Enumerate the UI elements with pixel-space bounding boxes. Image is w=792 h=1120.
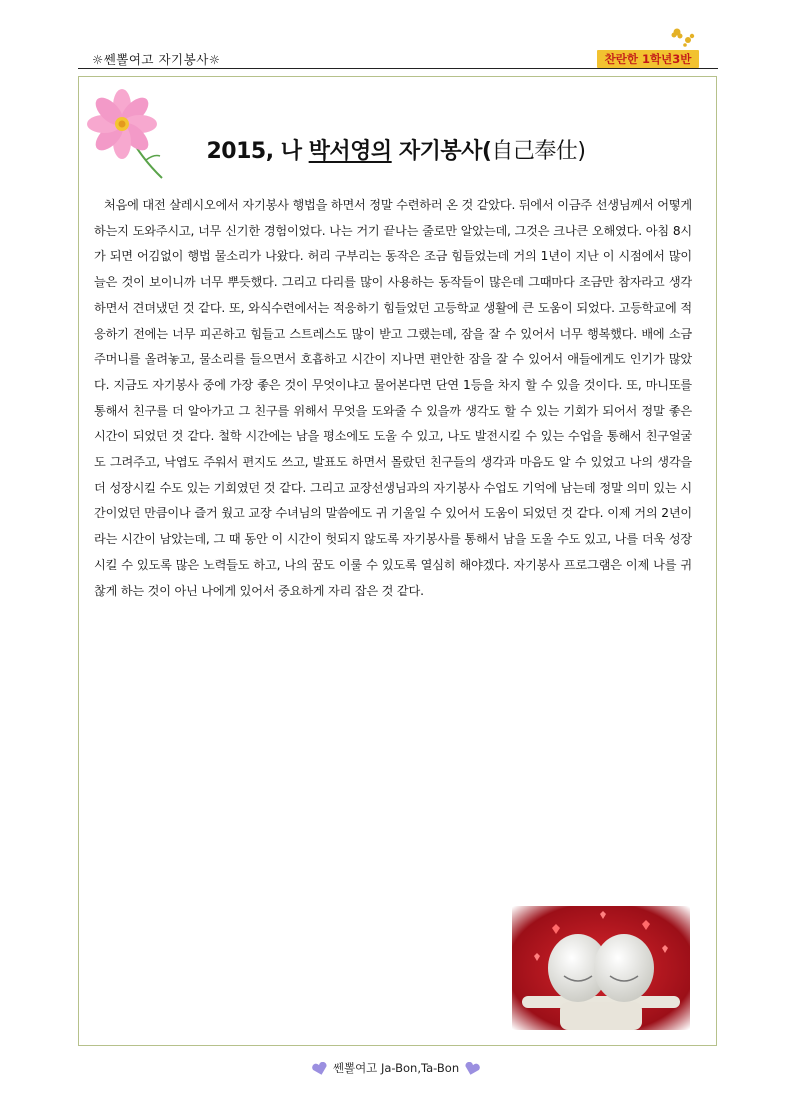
footer-text: 쎈뽈여고 Ja-Bon,Ta-Bon — [332, 1061, 460, 1075]
heart-icon — [311, 1062, 329, 1076]
title-hanja: 自己奉仕 — [491, 139, 578, 164]
essay-paragraph: 처음에 대전 살레시오에서 자기봉사 행법을 하면서 정말 수련하러 온 것 같았다. 뒤에서 이금주 선생님께서 어떻게 하는지 도와주시고, 너무 신기한 경험이었다. 나는 거기 끝나는 줄로만 알았는데, 그것은 크나큰 오해였다. 아침 8시가 되면 어김없이 행법 물소리가 나왔다. 허리 구부리는 동작은 조금 힘들었는데 거의 1년이 지난 이 시점에서 많이 늘은 것이 보이니까 너무 뿌듯했다. 그리고 다리를 많이 사용하는 동작들이 많은데 그때마다 조금만 참자라고 생각하면서 견뎌냈던 것 같다. 또, 와식수련에서는 적응하기 힘들었던 고등학교 생활에 큰 도움이 되었다. 고등학교에 적응하기 전에는 너무 피곤하고 힘들고 스트레스도 많이 받고 그랬는데, 잠을 잘 수 있어서 너무 행복했다. 배에 소금 주머니를 올려놓고, 물소리를 들으면서 호흡하고 시간이 지나면 편안한 잠을 잘 수 있어서 애들에게도 인기가 많았다. 지금도 자기봉사 중에 가장 좋은 것이 무엇이냐고 물어본다면 단연 1등을 차지 할 수 있을 것이다. 또, 마니또를 통해서 친구를 더 알아가고 그 친구를 위해서 무엇을 도와줄 수 있을까 생각도 할 수 있는 기회가 되어서 정말 좋은 시간이 되었던 것 같다. 철학 시간에는 남을 평소에도 도울 수 있고, 나도 발전시킬 수 있는 수업을 통해서 친구얼굴도 그려주고, 낙엽도 주워서 편지도 쓰고, 발표도 하면서 몰랐던 친구들의 생각과 마음도 알 수 있었고 나의 생각을 더 성장시킬 수도 있는 기회였던 것 같다. 그리고 교장선생님과의 자기봉사 수업도 기억에 남는데 정말 의미 있는 시간이었던 만큼이나 즐거 웠고 교장 수녀님의 말씀에도 귀 기울일 수 있어서 도움이 되었던 것 같다. 이제 거의 2년이라는 시간이 남았는데, 그 때 동안 이 시간이 헛되지 않도록 자기봉사를 통해서 남을 도울 수도 있고, 나를 더욱 성장시킬 수 있도록 많은 노력들도 하고, 나의 꿈도 이룰 수 있도록 열심히 해야겠다. 자기봉사 프로그램은 이제 나를 귀찮게 하는 것이 아닌 나에게 있어서 중요하게 자리 잡은 것 같다. — [94, 198, 692, 598]
essay-body — [94, 193, 692, 604]
document-title — [0, 134, 792, 165]
hugging-figures-photo — [512, 906, 690, 1030]
sparkle-deco-icon — [668, 26, 698, 50]
title-name: 박서영의 — [308, 139, 392, 164]
title-prefix: 2015, 나 — [206, 139, 309, 164]
heart-icon — [463, 1062, 481, 1076]
header-title: ☼쎈뽈여고 자기봉사☼ — [92, 52, 221, 67]
class-badge: 찬란한 1학년3반 — [597, 50, 699, 68]
title-suffix: ) — [577, 139, 586, 164]
footer — [0, 1060, 792, 1076]
title-middle: 자기봉사( — [391, 139, 492, 164]
header-divider — [78, 68, 718, 69]
